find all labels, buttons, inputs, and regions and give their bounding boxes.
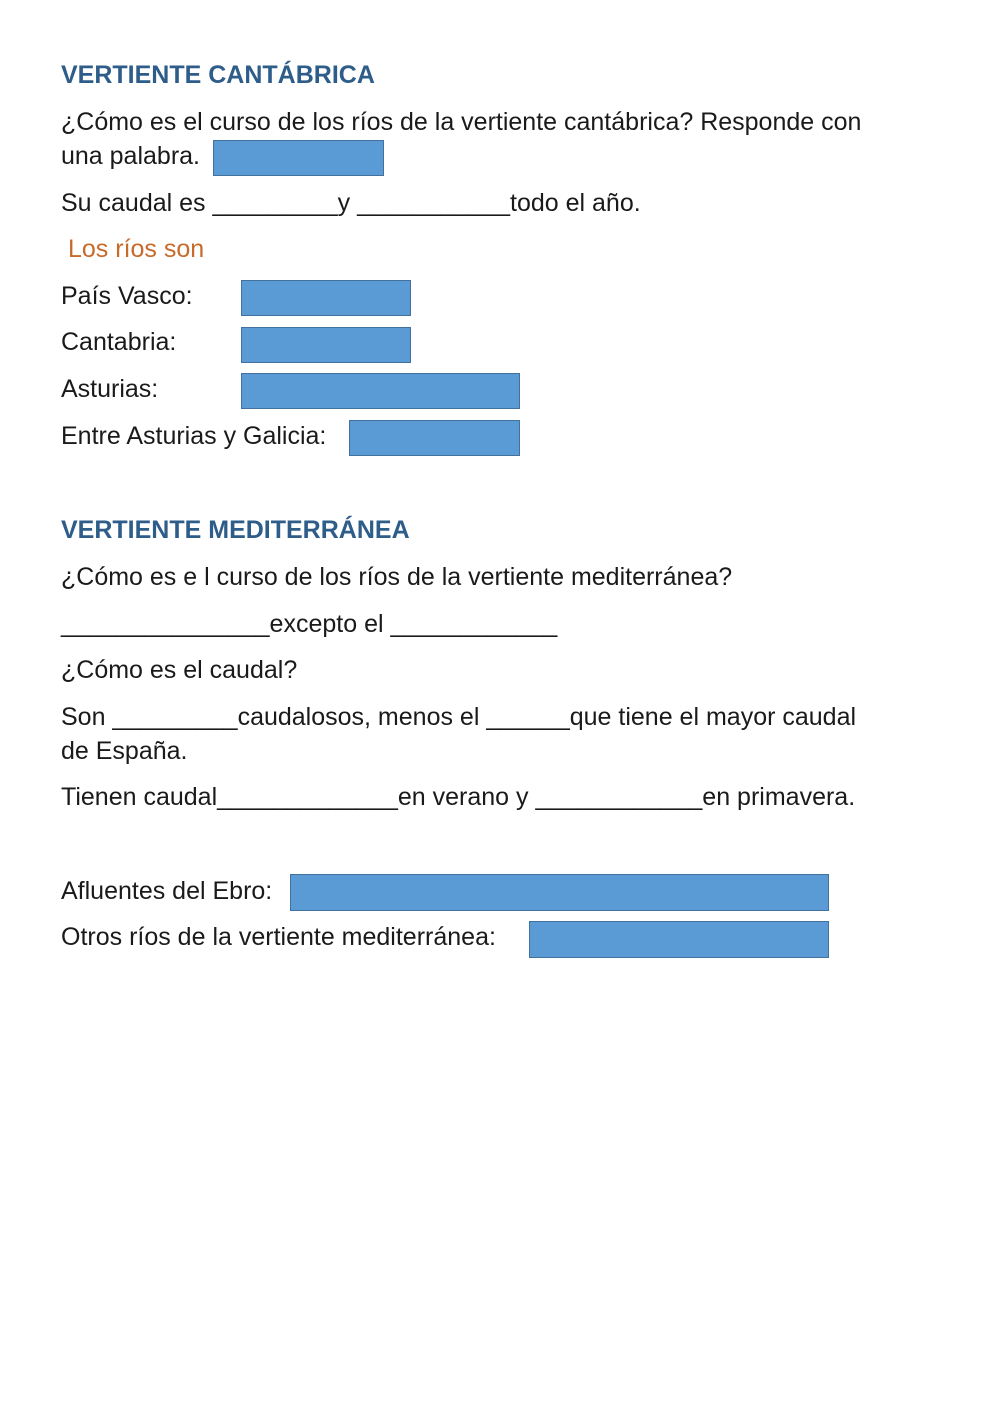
answer-box-otros-rios[interactable] bbox=[529, 921, 829, 958]
section-heading-mediterranea: VERTIENTE MEDITERRÁNEA bbox=[61, 516, 410, 544]
question-curso-cantabrica-line2: una palabra. bbox=[61, 142, 201, 170]
son-line2: de España. bbox=[61, 737, 188, 765]
curso-line-mediterranea: _______________excepto el ____________ bbox=[61, 610, 558, 638]
caudal-line-cantabrica: Su caudal es _________y ___________todo el año. bbox=[61, 189, 641, 217]
question-curso-mediterranea: ¿Cómo es e l curso de los ríos de la vertiente mediterránea? bbox=[61, 563, 733, 591]
section-heading-cantabrica: VERTIENTE CANTÁBRICA bbox=[61, 61, 375, 89]
answer-box-asturias[interactable] bbox=[241, 373, 520, 409]
rios-son-label: Los ríos son bbox=[68, 235, 205, 263]
question-caudal-mediterranea: ¿Cómo es el caudal? bbox=[61, 656, 298, 684]
answer-box-cantabria[interactable] bbox=[241, 327, 411, 363]
otros-rios-label: Otros ríos de la vertiente mediterránea: bbox=[61, 923, 496, 951]
cantabria-label: Cantabria: bbox=[61, 328, 177, 356]
afluentes-ebro-label: Afluentes del Ebro: bbox=[61, 877, 273, 905]
answer-box-pais-vasco[interactable] bbox=[241, 280, 411, 316]
answer-box-curso-cantabrica[interactable] bbox=[213, 140, 384, 176]
answer-box-afluentes-ebro[interactable] bbox=[290, 874, 829, 911]
answer-box-entre-asturias-galicia[interactable] bbox=[349, 420, 520, 456]
question-curso-cantabrica-line1: ¿Cómo es el curso de los ríos de la vertiente cantábrica? Responde con bbox=[61, 108, 862, 136]
pais-vasco-label: País Vasco: bbox=[61, 282, 193, 310]
asturias-label: Asturias: bbox=[61, 375, 159, 403]
entre-asturias-galicia-label: Entre Asturias y Galicia: bbox=[61, 422, 327, 450]
son-line1: Son _________caudalosos, menos el ______que tiene el mayor caudal bbox=[61, 703, 857, 731]
tienen-caudal-line: Tienen caudal_____________en verano y ____________en primavera. bbox=[61, 783, 856, 811]
